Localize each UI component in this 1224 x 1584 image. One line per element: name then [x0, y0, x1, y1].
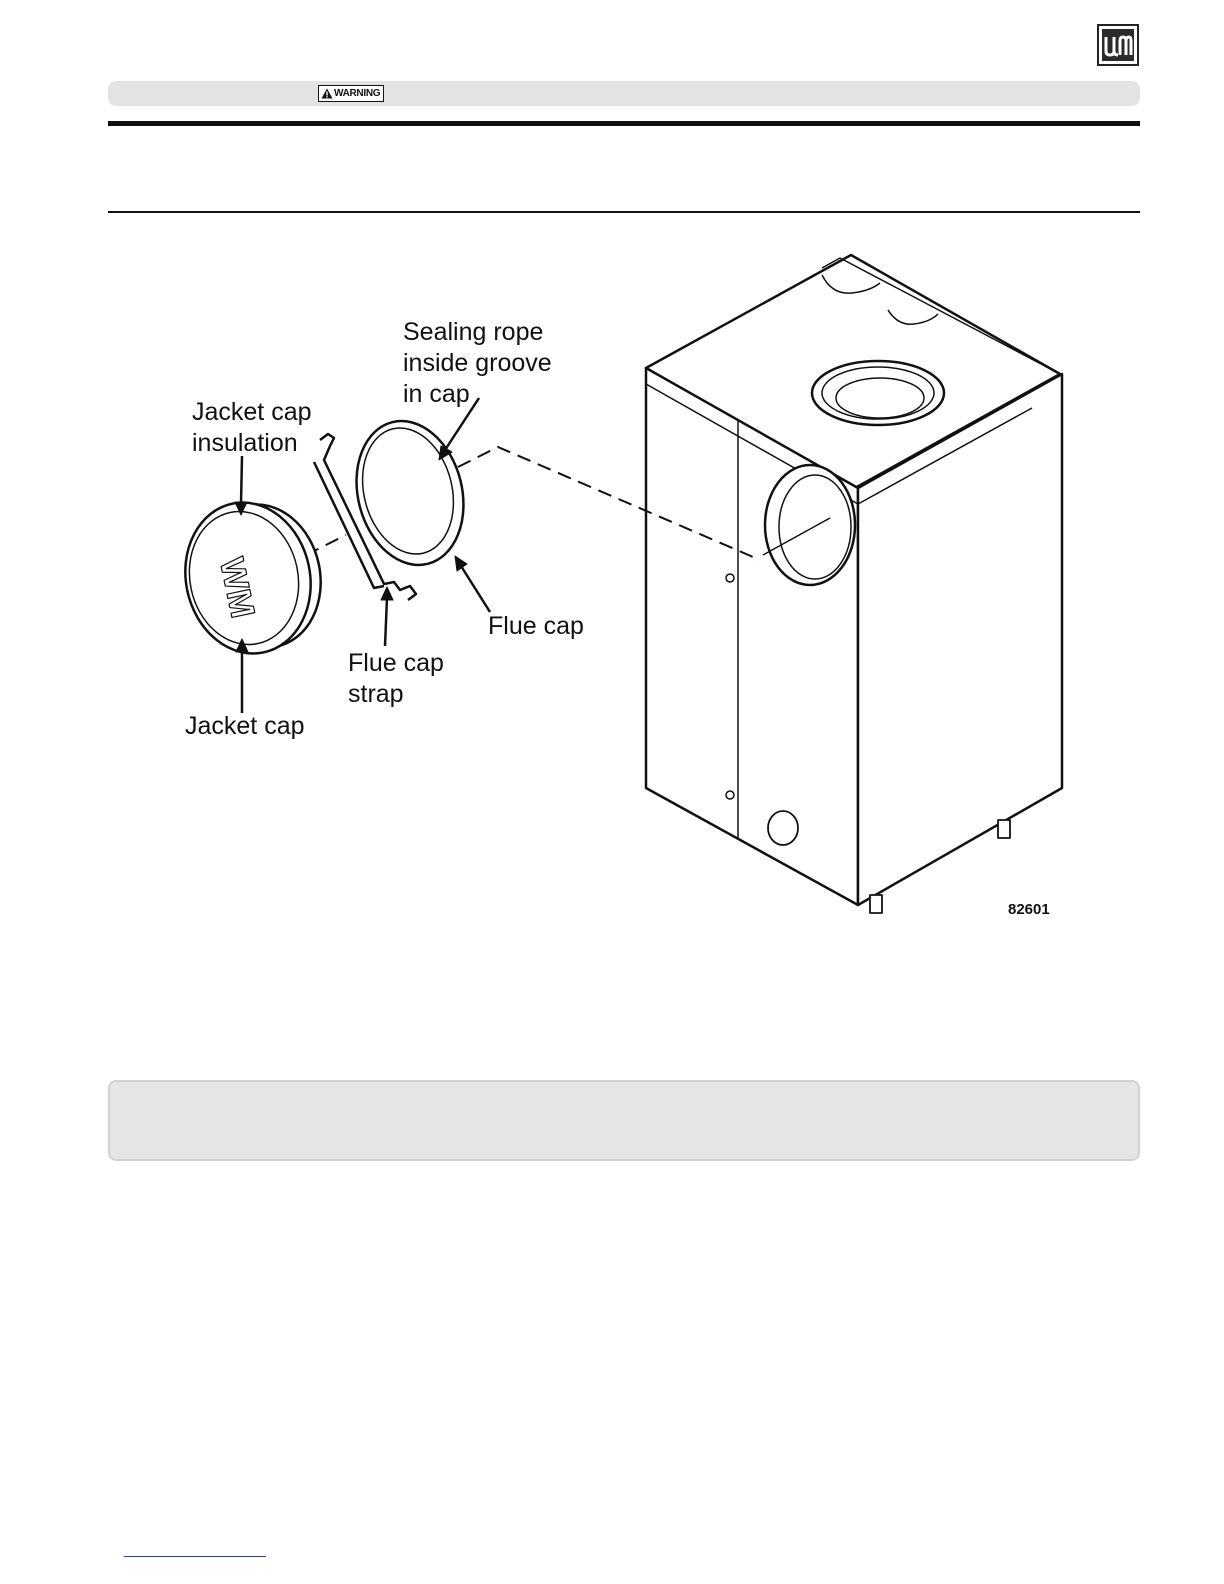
label-sealing-rope-1: Sealing rope: [403, 318, 544, 346]
label-flue-cap-strap-1: Flue cap: [348, 649, 444, 677]
note-box: [108, 1080, 1140, 1161]
label-jacket-cap-insulation-2: insulation: [192, 429, 298, 457]
figure-number: 82601: [1008, 901, 1050, 918]
svg-text:WM: WM: [212, 554, 262, 622]
boiler-cabinet: [646, 255, 1062, 913]
label-jacket-cap-insulation-1: Jacket cap: [192, 398, 312, 426]
label-jacket-cap: Jacket cap: [185, 712, 305, 740]
label-sealing-rope-3: in cap: [403, 380, 470, 408]
jacket-cap: [172, 491, 334, 665]
warning-label: WARNING: [334, 88, 381, 99]
label-flue-cap: Flue cap: [488, 612, 584, 640]
label-flue-cap-strap-2: strap: [348, 680, 404, 708]
footer-link-underline[interactable]: [124, 1556, 266, 1557]
flue-cap-ring: [342, 410, 478, 577]
label-sealing-rope-2: inside groove: [403, 349, 552, 377]
